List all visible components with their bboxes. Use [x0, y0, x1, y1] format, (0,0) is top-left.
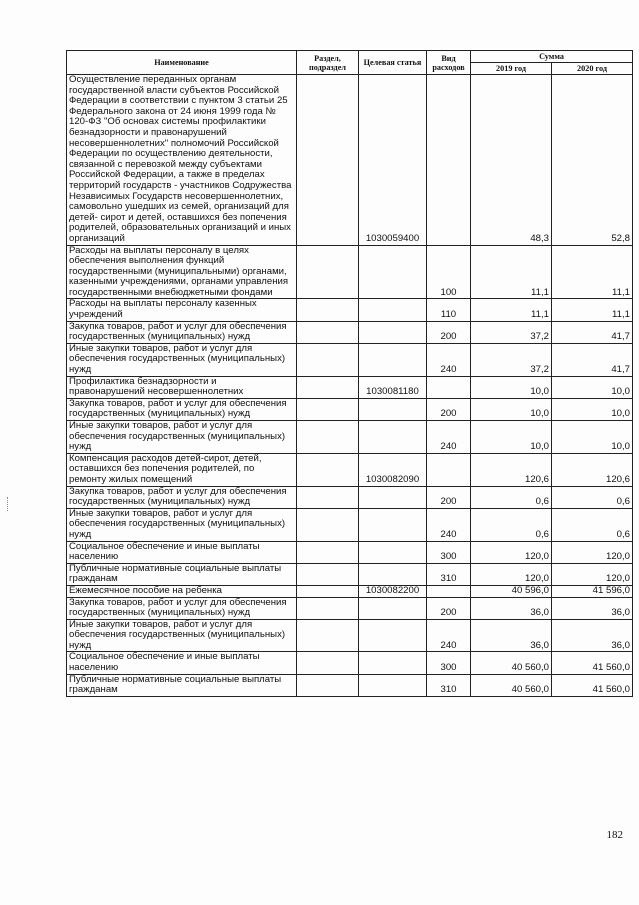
cell-name: Иные закупки товаров, работ и услуг для обеспечения государственных (муниципальных) нужд	[67, 343, 297, 376]
cell-2019: 10,0	[471, 421, 552, 454]
cell-name: Социальное обеспечение и иные выплаты населению	[67, 541, 297, 563]
cell-type	[427, 75, 471, 246]
cell-section	[297, 299, 359, 321]
cell-type: 240	[427, 508, 471, 541]
table-row	[67, 245, 633, 299]
cell-2019: 120,6	[471, 453, 552, 486]
cell-2020: 41,7	[552, 321, 633, 343]
cell-name: Ежемесячное пособие на ребенка	[67, 585, 297, 597]
cell-target: 1030081180	[359, 376, 427, 398]
cell-2019: 37,2	[471, 343, 552, 376]
cell-2020: 10,0	[552, 376, 633, 398]
cell-name: Социальное обеспечение и иные выплаты населению	[67, 652, 297, 674]
cell-2019: 40 596,0	[471, 585, 552, 597]
table-row	[67, 674, 633, 696]
cell-type: 110	[427, 299, 471, 321]
header-sum: Сумма	[471, 51, 633, 63]
cell-name: Публичные нормативные социальные выплаты гражданам	[67, 674, 297, 696]
cell-2020: 11,1	[552, 299, 633, 321]
cell-type: 310	[427, 674, 471, 696]
cell-target	[359, 321, 427, 343]
cell-2019: 37,2	[471, 321, 552, 343]
cell-type	[427, 585, 471, 597]
budget-table	[66, 50, 633, 697]
cell-target	[359, 508, 427, 541]
cell-2020: 120,0	[552, 563, 633, 585]
table-row	[67, 376, 633, 398]
cell-target	[359, 245, 427, 299]
cell-2020: 41 560,0	[552, 652, 633, 674]
cell-section	[297, 245, 359, 299]
cell-2020: 41 596,0	[552, 585, 633, 597]
cell-2020: 52,8	[552, 75, 633, 246]
cell-section	[297, 508, 359, 541]
cell-type: 200	[427, 321, 471, 343]
cell-section	[297, 343, 359, 376]
table-row	[67, 421, 633, 454]
cell-type: 200	[427, 398, 471, 420]
cell-2020: 0,6	[552, 508, 633, 541]
cell-target: 1030082200	[359, 585, 427, 597]
cell-section	[297, 652, 359, 674]
cell-target	[359, 343, 427, 376]
cell-type: 200	[427, 597, 471, 619]
cell-2020: 11,1	[552, 245, 633, 299]
cell-type: 100	[427, 245, 471, 299]
table-row	[67, 398, 633, 420]
cell-type	[427, 376, 471, 398]
cell-name: Расходы на выплаты персоналу в целях обеспечения выполнения функций государственными (муниципальными) органами, казенными учреждениями, органами управления государственными внебюджетными фондами	[67, 245, 297, 299]
cell-2020: 36,0	[552, 597, 633, 619]
table-row	[67, 343, 633, 376]
cell-target	[359, 398, 427, 420]
table-row	[67, 585, 633, 597]
header-year-2020: 2020 год	[552, 63, 633, 75]
cell-section	[297, 75, 359, 246]
cell-name: Иные закупки товаров, работ и услуг для обеспечения государственных (муниципальных) нужд	[67, 421, 297, 454]
table-row	[67, 75, 633, 246]
cell-section	[297, 321, 359, 343]
cell-name: Расходы на выплаты персоналу казенных учреждений	[67, 299, 297, 321]
cell-target: 1030059400	[359, 75, 427, 246]
cell-section	[297, 619, 359, 652]
cell-section	[297, 398, 359, 420]
page-number: 182	[606, 829, 623, 841]
cell-2020: 10,0	[552, 421, 633, 454]
cell-2019: 36,0	[471, 597, 552, 619]
cell-section	[297, 486, 359, 508]
table-row	[67, 321, 633, 343]
header-year-2019: 2019 год	[471, 63, 552, 75]
header-section: Раздел, подраздел	[297, 51, 359, 75]
cell-target	[359, 299, 427, 321]
cell-2020: 41,7	[552, 343, 633, 376]
cell-target	[359, 652, 427, 674]
cell-2020: 0,6	[552, 486, 633, 508]
table-row	[67, 541, 633, 563]
cell-target: 1030082090	[359, 453, 427, 486]
cell-section	[297, 453, 359, 486]
cell-2019: 0,6	[471, 508, 552, 541]
cell-target	[359, 674, 427, 696]
cell-2020: 41 560,0	[552, 674, 633, 696]
cell-section	[297, 541, 359, 563]
cell-name: Осуществление переданных органам государственной власти субъектов Российской Федерации в соответствии с пунктом 3 статьи 25 Федерального закона от 24 июня 1999 года № 120-ФЗ "Об основах системы профилактики безнадзорности и правонарушений несовершеннолетних" полномочий Российской Федерации по осуществлению деятельности, связанной с перевозкой между субъектами Российской Федерации, а также в пределах территорий государств - участников Содружества Независимых Государств несовершеннолетних, самовольно ушедших из семей, организаций для детей- сирот и детей, оставшихся без попечения родителей, образовательных организаций и иных организаций	[67, 75, 297, 246]
cell-2019: 40 560,0	[471, 652, 552, 674]
cell-name: Закупка товаров, работ и услуг для обеспечения государственных (муниципальных) нужд	[67, 486, 297, 508]
cell-target	[359, 486, 427, 508]
cell-type: 240	[427, 343, 471, 376]
cell-type: 200	[427, 486, 471, 508]
cell-2019: 40 560,0	[471, 674, 552, 696]
cell-type: 300	[427, 541, 471, 563]
cell-type: 240	[427, 619, 471, 652]
cell-2019: 120,0	[471, 541, 552, 563]
cell-name: Иные закупки товаров, работ и услуг для обеспечения государственных (муниципальных) нужд	[67, 619, 297, 652]
cell-section	[297, 597, 359, 619]
header-target: Целевая статья	[359, 51, 427, 75]
table-row	[67, 486, 633, 508]
cell-target	[359, 563, 427, 585]
cell-type: 300	[427, 652, 471, 674]
cell-name: Закупка товаров, работ и услуг для обеспечения государственных (муниципальных) нужд	[67, 321, 297, 343]
table-row	[67, 597, 633, 619]
cell-2019: 10,0	[471, 398, 552, 420]
cell-2020: 120,0	[552, 541, 633, 563]
cell-target	[359, 421, 427, 454]
cell-section	[297, 376, 359, 398]
cell-2019: 120,0	[471, 563, 552, 585]
cell-name: Профилактика безнадзорности и правонарушений несовершеннолетних	[67, 376, 297, 398]
cell-name: Закупка товаров, работ и услуг для обеспечения государственных (муниципальных) нужд	[67, 597, 297, 619]
cell-type: 240	[427, 421, 471, 454]
cell-target	[359, 541, 427, 563]
cell-2019: 10,0	[471, 376, 552, 398]
cell-name: Публичные нормативные социальные выплаты гражданам	[67, 563, 297, 585]
cell-2019: 48,3	[471, 75, 552, 246]
table-row	[67, 563, 633, 585]
header-type: Вид расходов	[427, 51, 471, 75]
table-header	[67, 51, 633, 75]
cell-section	[297, 563, 359, 585]
cell-2020: 10,0	[552, 398, 633, 420]
scan-speck	[7, 497, 9, 511]
cell-2019: 0,6	[471, 486, 552, 508]
cell-2019: 11,1	[471, 245, 552, 299]
table-body	[67, 75, 633, 697]
cell-2019: 11,1	[471, 299, 552, 321]
cell-section	[297, 585, 359, 597]
cell-2019: 36,0	[471, 619, 552, 652]
table-row	[67, 299, 633, 321]
cell-type	[427, 453, 471, 486]
header-name: Наименование	[67, 51, 297, 75]
table-row	[67, 652, 633, 674]
cell-type: 310	[427, 563, 471, 585]
cell-section	[297, 674, 359, 696]
cell-target	[359, 597, 427, 619]
cell-target	[359, 619, 427, 652]
cell-2020: 120,6	[552, 453, 633, 486]
table-row	[67, 619, 633, 652]
cell-2020: 36,0	[552, 619, 633, 652]
cell-name: Закупка товаров, работ и услуг для обеспечения государственных (муниципальных) нужд	[67, 398, 297, 420]
cell-section	[297, 421, 359, 454]
table-row	[67, 453, 633, 486]
cell-name: Иные закупки товаров, работ и услуг для обеспечения государственных (муниципальных) нужд	[67, 508, 297, 541]
cell-name: Компенсация расходов детей-сирот, детей, оставшихся без попечения родителей, по ремонту жилых помещений	[67, 453, 297, 486]
table-row	[67, 508, 633, 541]
